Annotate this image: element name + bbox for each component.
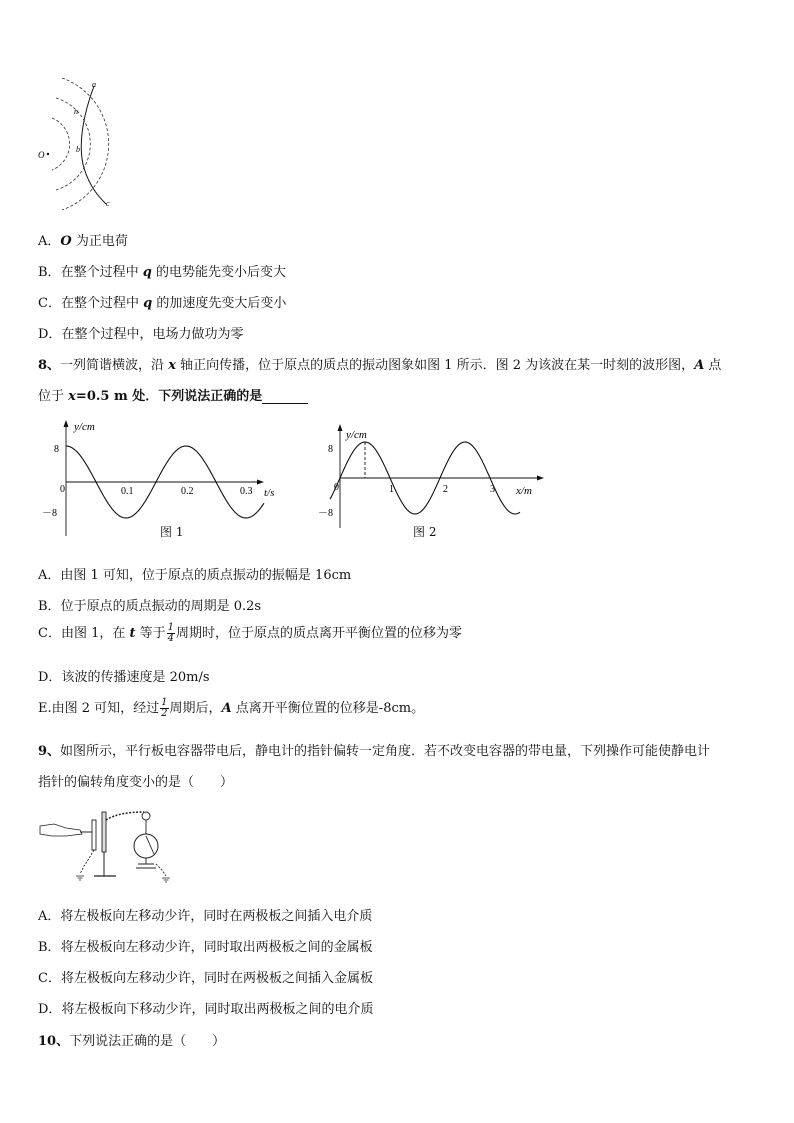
option-text: 由图 1，在 [60,626,126,641]
hand-icon [40,824,82,836]
option-text: 该波的传播速度是 20m/s [61,670,210,685]
capacitor-electrometer-figure [36,806,186,888]
electrometer-base [136,858,156,868]
fig2-x-arrow [537,476,544,481]
q8-stem-line1 [38,354,721,373]
stem-text: 点 [708,358,722,373]
fig2-xtick-1: 1 [389,484,394,495]
equipotential-outer [62,78,109,210]
option-letter: A． [38,568,61,583]
stem-text: 下列说法正确的是（ ） [69,1034,226,1049]
field-line-figure [34,78,134,210]
question-number: 9、 [38,744,61,759]
question-number: 10、 [38,1034,70,1049]
question-number: 8、 [38,358,61,373]
answer-blank [262,391,308,404]
q9-stem-line2 [38,771,233,790]
figure-2-caption: 图 2 [413,525,437,539]
option-text: 周期后， [169,701,222,716]
option-text: 将左极板向左移动少许，同时取出两极板之间的金属板 [60,940,373,955]
fig1-ytick-bottom: －8 [42,508,57,519]
fraction-denominator: 2 [161,708,168,719]
q7-option-b [38,261,286,280]
option-letter: B． [38,940,61,955]
option-letter: D． [38,670,62,685]
stem-text: 轴正向传播，位于原点的质点的振动图象如图 1 所示．图 2 为该波在某一时刻的波形图， [180,358,695,373]
option-text: 为正电荷 [75,234,128,249]
fraction [167,623,175,644]
option-text: 将左极板向左移动少许，同时在两极板之间插入金属板 [60,971,373,986]
fig1-x-arrow [257,480,264,485]
q9-stem-line1 [38,740,710,759]
option-letter: D． [38,1002,62,1017]
option-var: A [221,701,232,716]
fig1-xtick-3: 0.3 [240,486,253,497]
fig1-origin: 0 [60,484,65,495]
label-a: a [92,80,96,89]
fig1-xtick-2: 0.2 [181,486,194,497]
q7-option-c [38,292,286,311]
figure-2-waveform [320,422,555,532]
q10-stem [38,1030,225,1049]
option-var: O [60,234,72,249]
particle-trajectory [81,86,106,204]
fig1-y-arrow [64,420,69,427]
stem-text: =0.5 m 处．下列说法正确的是 [75,389,263,404]
q8-option-d [38,666,210,685]
fig1-xtick-1: 0.1 [121,486,134,497]
option-text: 的加速度先变大后变小 [156,296,287,311]
q9-option-a [38,905,372,924]
stem-var: x [68,389,76,404]
point-o [47,153,49,155]
option-letter: A． [38,909,61,924]
option-letter: A． [38,234,61,249]
fig1-ytick-top: 8 [54,444,59,455]
fig2-xtick-3: 3 [490,484,495,495]
option-text: 周期时，位于原点的质点离开平衡位置的位移为零 [176,626,463,641]
q8-option-c [38,622,462,644]
fig2-ylabel: y/cm [346,429,367,441]
label-b: b [76,145,80,154]
fig1-ylabel: y/cm [74,421,95,433]
option-letter: B． [38,599,61,614]
fraction [160,698,168,719]
fig2-xlabel: x/m [516,485,532,497]
fig2-xtick-2: 2 [443,484,448,495]
electrometer-ball [142,812,150,820]
option-letter: B． [38,265,61,280]
stem-text: 位于 [38,389,65,404]
label-c: c [106,199,110,208]
option-letter: C． [38,626,61,641]
option-text: 位于原点的质点振动的周期是 0.2s [60,599,262,614]
option-text: 由图 2 可知，经过 [51,701,160,716]
electrometer-needle [146,836,154,854]
ground-symbol-left [76,876,84,880]
option-text: 由图 1 可知，位于原点的质点振动的振幅是 16cm [60,568,352,583]
stem-text: 如图所示，平行板电容器带电后，静电计的指针偏转一定角度．若不改变电容器的带电量，下列操作可能使静电计 [60,744,711,759]
right-plate [102,812,106,852]
option-text: 在整个过程中 [60,296,139,311]
connecting-wire [106,812,144,820]
label-o: O [38,150,45,160]
ground-wire-right [156,864,166,876]
stem-text: 指针的偏转角度变小的是（ ） [38,775,234,790]
q8-option-e [38,697,424,719]
stem-text: 一列简谐横波，沿 [60,358,165,373]
stem-var: x [168,358,176,373]
fraction-numerator: 1 [161,697,168,708]
option-text: 的电势能先变小后变大 [155,265,286,280]
electrometer-case [134,834,158,858]
q7-option-a [38,230,128,249]
q9-option-d [38,998,373,1017]
option-text: 在整个过程中，电场力做功为零 [61,327,244,342]
option-letter: C． [38,971,61,986]
option-letter: D． [38,327,62,342]
fig2-ytick-bottom: －8 [318,508,333,519]
fig1-xlabel: t/s [264,487,275,499]
option-letter: E. [38,701,52,716]
ground-wire-left [80,850,94,874]
label-n: n [74,107,78,116]
option-var: t [129,626,136,641]
option-text: 将左极板向左移动少许，同时在两极板之间插入电介质 [60,909,373,924]
fig2-ytick-top: 8 [328,444,333,455]
equipotential-inner [52,118,70,170]
ground-symbol-right [162,878,170,882]
option-text: 在整个过程中 [60,265,139,280]
fig2-y-arrow [338,424,343,431]
option-text: 点离开平衡位置的位移是-8cm。 [235,701,425,716]
stem-var: A [694,358,705,373]
q8-option-a [38,564,351,583]
option-letter: C． [38,296,61,311]
q7-option-d [38,323,243,342]
option-text: 将左极板向下移动少许，同时取出两极板之间的电介质 [61,1002,374,1017]
left-plate [92,820,96,850]
option-var: q [142,265,152,280]
option-text: 等于 [139,626,166,641]
q9-option-c [38,967,373,986]
fraction-numerator: 1 [167,622,175,633]
fig2-origin: 0 [334,482,339,493]
option-var: q [143,296,153,311]
figure-1-caption: 图 1 [160,525,184,539]
q8-option-b [38,595,261,614]
q9-option-b [38,936,373,955]
q8-stem-line2 [38,385,308,404]
fraction-denominator: 4 [167,633,175,644]
